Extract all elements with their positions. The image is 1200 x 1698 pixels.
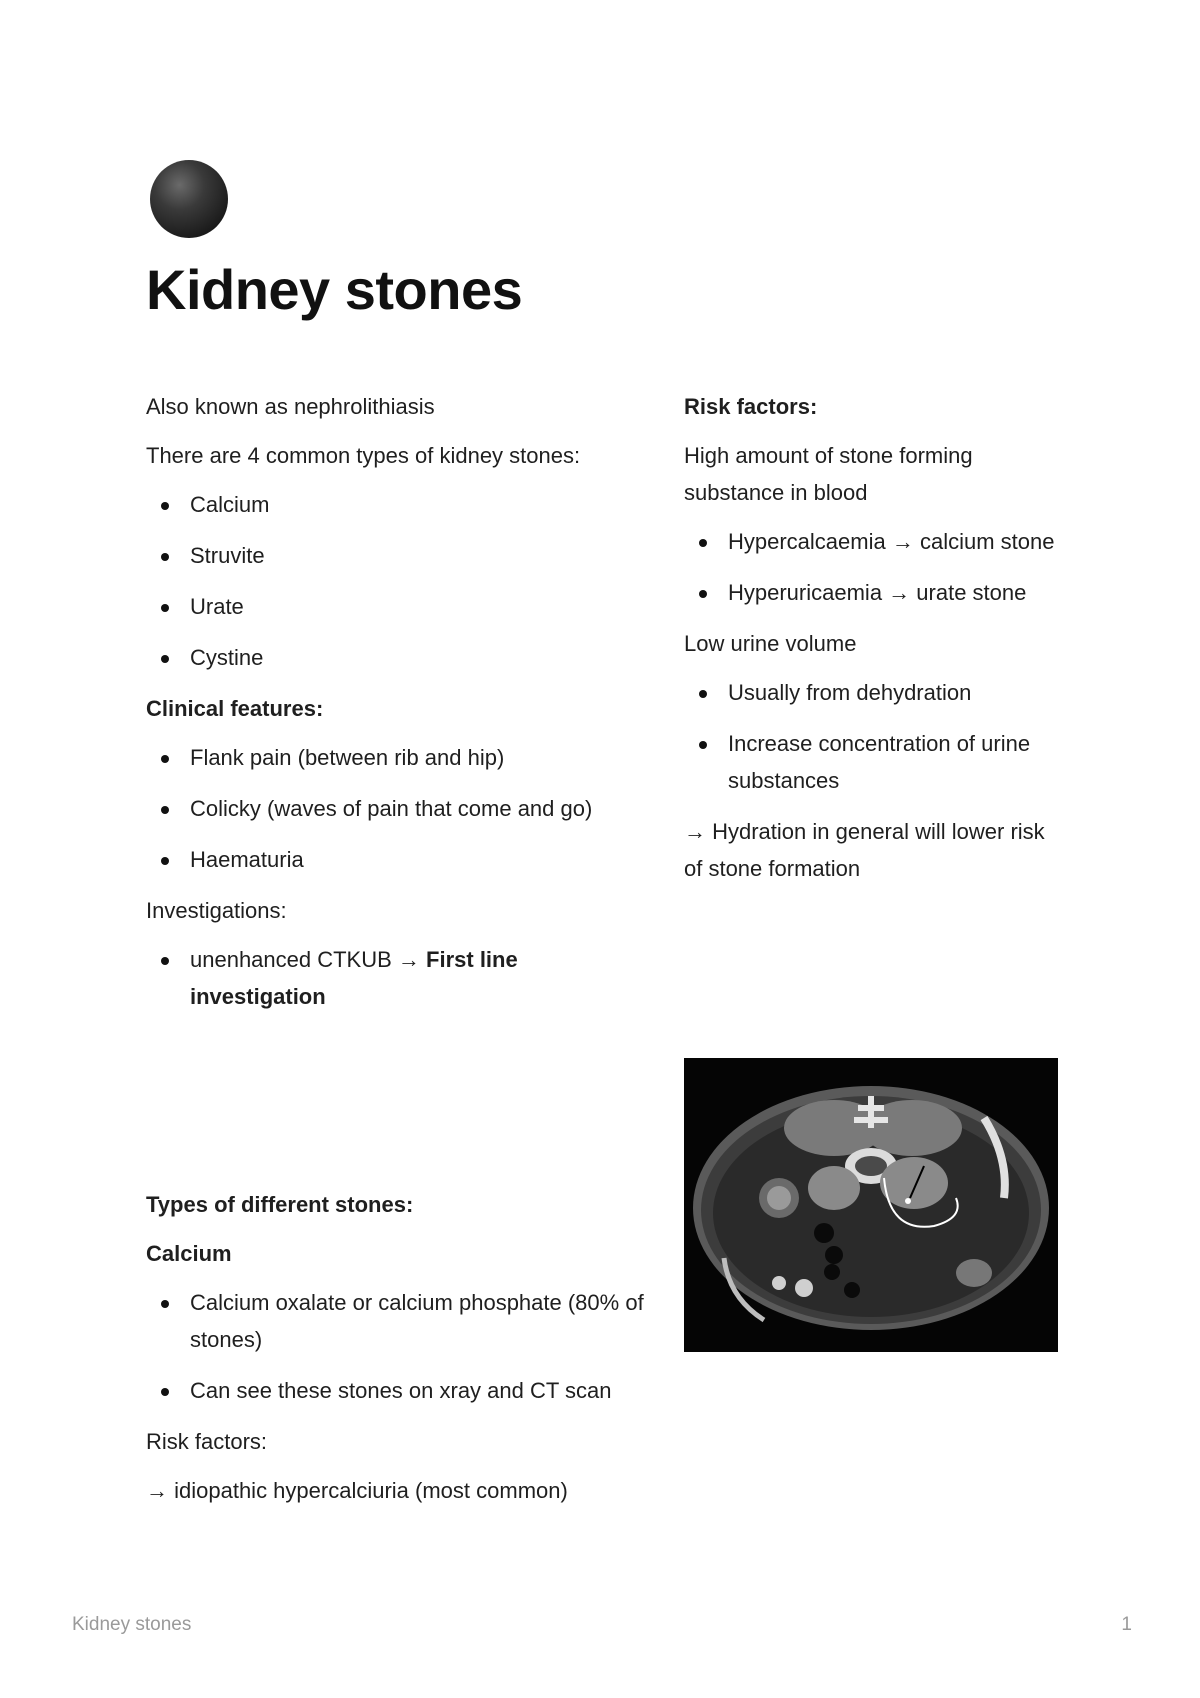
list-item: Urate xyxy=(146,588,656,625)
list-item: Struvite xyxy=(146,537,656,574)
calcium-list xyxy=(146,1284,656,1409)
list-item: Hyperuricaemia → urate stone xyxy=(684,574,1064,611)
list-item: Usually from dehydration xyxy=(684,674,1064,711)
list-item: Flank pain (between rib and hip) xyxy=(146,739,656,776)
calcium-heading: Calcium xyxy=(146,1241,232,1266)
hydration-text: → Hydration in general will lower risk of stone formation xyxy=(684,819,1045,881)
list-item: Hypercalcaemia → calcium stone xyxy=(684,523,1064,560)
list-item: Cystine xyxy=(146,639,656,676)
list-item: Can see these stones on xray and CT scan xyxy=(146,1372,656,1409)
types-heading: Types of different stones: xyxy=(146,1192,414,1217)
investigation-bold: First line investigation xyxy=(190,947,518,1009)
high-amount-text: High amount of stone forming substance in blood xyxy=(684,443,973,505)
risk-factors-heading: Risk factors: xyxy=(684,394,818,419)
low-urine-text: Low urine volume xyxy=(684,631,857,656)
low-list xyxy=(684,674,1064,799)
aka-text: Also known as nephrolithiasis xyxy=(146,394,435,419)
list-item: Calcium xyxy=(146,486,656,523)
list-item: Colicky (waves of pain that come and go) xyxy=(146,790,656,827)
types-intro: There are 4 common types of kidney stones: xyxy=(146,443,581,468)
clinical-list xyxy=(146,739,656,878)
list-item xyxy=(146,941,656,1015)
left-column xyxy=(146,388,656,1029)
list-item: Haematuria xyxy=(146,841,656,878)
black-circle-icon xyxy=(148,158,230,240)
risk-line: → idiopathic hypercalciuria (most common) xyxy=(146,1478,568,1503)
high-list xyxy=(684,523,1064,611)
page-title: Kidney stones xyxy=(146,258,523,321)
list-item: Increase concentration of urine substances xyxy=(684,725,1064,799)
lower-left-column xyxy=(146,1186,656,1521)
clinical-heading: Clinical features: xyxy=(146,696,324,721)
ct-scan-image xyxy=(684,1058,1058,1352)
page-number: 1 xyxy=(1121,1614,1132,1635)
list-item: Calcium oxalate or calcium phosphate (80% of stones) xyxy=(146,1284,656,1358)
right-column xyxy=(684,388,1064,899)
investigations-heading: Investigations: xyxy=(146,898,287,923)
types-list xyxy=(146,486,656,676)
footer-title: Kidney stones xyxy=(72,1614,192,1635)
risk-heading: Risk factors: xyxy=(146,1429,268,1454)
investigations-list xyxy=(146,941,656,1015)
investigation-text: unenhanced CTKUB → xyxy=(190,947,427,972)
